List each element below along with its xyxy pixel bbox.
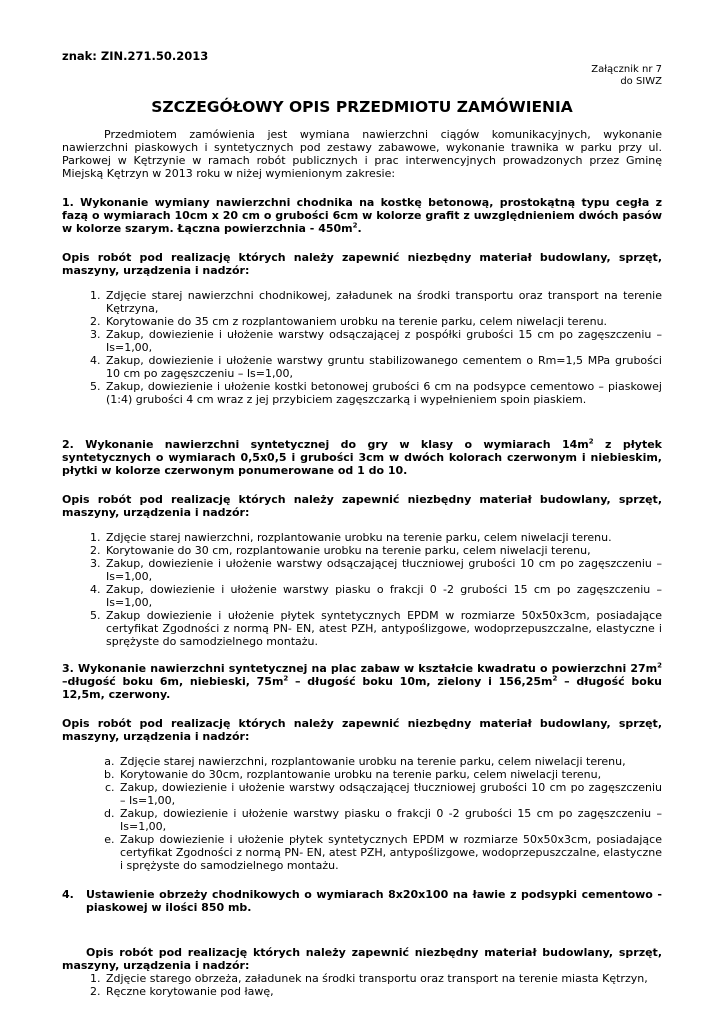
list-item: a. Zdjęcie starej nawierzchni, rozplantowanie urobku na terenie parku, celem niwelacji terenu, bbox=[118, 755, 662, 768]
section-4-task-list bbox=[62, 972, 662, 998]
section-3-task-list bbox=[62, 755, 662, 872]
section-4-scope-heading: Opis robót pod realizację których należy zapewnić niezbędny materiał budowlany, sprzęt, maszyny, urządzenia i nadzór: bbox=[62, 946, 662, 972]
list-item: c. Zakup, dowiezienie i ułożenie warstwy odsączającej tłuczniowej grubości 10 cm po zagęszczeniu – Is=1,00, bbox=[118, 781, 662, 807]
list-item: 3. Zakup, dowiezienie i ułożenie warstwy odsączającej z pospółki grubości 15 cm po zagęszczeniu – Is=1,00, bbox=[104, 328, 662, 354]
list-item: 2. Korytowanie do 35 cm z rozplantowaniem urobku na terenie parku, celem niwelacji terenu. bbox=[104, 315, 662, 328]
section-1-heading: 1. Wykonanie wymiany nawierzchni chodnika na kostkę betonową, prostokątną typu cegła z fazą o wymiarach 10cm x 20 cm o grubości 6cm w kolorze grafit z uwzględnieniem dwóch pasów w kolorze szarym. Łączna powierzchnia - $450m^2$. bbox=[62, 196, 662, 235]
list-item: b. Korytowanie do 30cm, rozplantowanie urobku na terenie parku, celem niwelacji terenu, bbox=[118, 768, 662, 781]
list-item: d. Zakup, dowiezienie i ułożenie warstwy piasku o frakcji 0 -2 grubości 15 cm po zagęszczeniu – Is=1,00, bbox=[118, 807, 662, 833]
section-1-task-list bbox=[62, 289, 662, 406]
list-item: 5. Zakup dowiezienie i ułożenie płytek syntetycznych EPDM w rozmiarze 50x50x3cm, posiadające certyfikat Zgodności z normą PN- EN, atest PZH, antypoślizgowe, wodoprzepuszczalne, elastyczne i sprężyste do samodzielnego montażu. bbox=[104, 609, 662, 648]
list-item: 1. Zdjęcie starego obrzeża, załadunek na środki transportu oraz transport na terenie miasta Kętrzyn, bbox=[104, 972, 662, 985]
list-item: 3. Zakup, dowiezienie i ułożenie warstwy odsączającej tłuczniowej grubości 10 cm po zagęszczeniu – Is=1,00, bbox=[104, 557, 662, 583]
document-reference: znak: ZIN.271.50.2013 bbox=[62, 49, 209, 63]
list-item: 1. Zdjęcie starej nawierzchni, rozplantowanie urobku na terenie parku, celem niwelacji terenu. bbox=[104, 531, 662, 544]
list-item: 4. Zakup, dowiezienie i ułożenie warstwy gruntu stabilizowanego cementem o Rm=1,5 MPa grubości 10 cm po zagęszczeniu – Is=1,00, bbox=[104, 354, 662, 380]
section-2-task-list bbox=[62, 531, 662, 648]
section-4-number: 4. bbox=[62, 888, 74, 901]
section-3-heading: 3. Wykonanie nawierzchni syntetycznej na plac zabaw w kształcie kwadratu o powierzchni $27m^2$ –długość boku 6m, niebieski, $75m^2$ – długość boku 10m, zielony i $156,25m^2$ – długość boku 12,5m, czerwony. bbox=[62, 661, 663, 701]
annex-number: Załącznik nr 7 bbox=[591, 64, 662, 75]
document-page bbox=[62, 50, 662, 998]
section-4-heading bbox=[62, 888, 662, 914]
section-4-title: Ustawienie obrzeży chodnikowych o wymiarach 8x20x100 na ławie z podsypki cementowo - piaskowej w ilości 850 mb. bbox=[86, 888, 662, 914]
annex-reference: do SIWZ bbox=[620, 76, 662, 87]
list-item: 2. Ręczne korytowanie pod ławę, bbox=[104, 985, 662, 998]
section-1-scope-heading: Opis robót pod realizację których należy zapewnić niezbędny materiał budowlany, sprzęt, maszyny, urządzenia i nadzór: bbox=[62, 251, 662, 277]
list-item: 1. Zdjęcie starej nawierzchni chodnikowej, załadunek na środki transportu oraz transport na terenie Kętrzyna, bbox=[104, 289, 662, 315]
document-title: SZCZEGÓŁOWY OPIS PRZEDMIOTU ZAMÓWIENIA bbox=[151, 98, 573, 116]
intro-paragraph: Przedmiotem zamówienia jest wymiana nawierzchni ciągów komunikacyjnych, wykonanie nawierzchni piaskowych i syntetycznych pod zestawy zabawowe, wykonanie trawnika w parku przy ul. Parkowej w Kętrzynie w ramach robót publicznych i prac interwencyjnych prowadzonych przez Gminę Miejską Kętrzyn w 2013 roku w niżej wymienionym zakresie: bbox=[62, 128, 662, 180]
annex-label bbox=[591, 64, 662, 88]
section-2-heading: 2. Wykonanie nawierzchni syntetycznej do gry w klasy o wymiarach $14m^2$ z płytek syntetycznych o wymiarach 0,5x0,5 i grubości 3cm w dwóch kolorach czerwonym i niebieskim, płytki w kolorze czerwonym ponumerowane od 1 do 10. bbox=[62, 437, 662, 477]
list-item: 5. Zakup, dowiezienie i ułożenie kostki betonowej grubości 6 cm na podsypce cementowo – piaskowej (1:4) grubości 4 cm wraz z jej przybiciem zagęszczarką i wypełnieniem spoin piaskiem. bbox=[104, 380, 662, 406]
list-item: e. Zakup dowiezienie i ułożenie płytek syntetycznych EPDM w rozmiarze 50x50x3cm, posiadające certyfikat Zgodności z normą PN- EN, atest PZH, antypoślizgowe, wodoprzepuszczalne, elastyczne i sprężyste do samodzielnego montażu. bbox=[118, 833, 662, 872]
list-item: 4. Zakup, dowiezienie i ułożenie warstwy piasku o frakcji 0 -2 grubości 15 cm po zagęszczeniu – Is=1,00, bbox=[104, 583, 662, 609]
section-2-scope-heading: Opis robót pod realizację których należy zapewnić niezbędny materiał budowlany, sprzęt, maszyny, urządzenia i nadzór: bbox=[62, 493, 662, 519]
section-3-scope-heading: Opis robót pod realizację których należy zapewnić niezbędny materiał budowlany, sprzęt, maszyny, urządzenia i nadzór: bbox=[62, 717, 662, 743]
list-item: 2. Korytowanie do 30 cm, rozplantowanie urobku na terenie parku, celem niwelacji terenu, bbox=[104, 544, 662, 557]
